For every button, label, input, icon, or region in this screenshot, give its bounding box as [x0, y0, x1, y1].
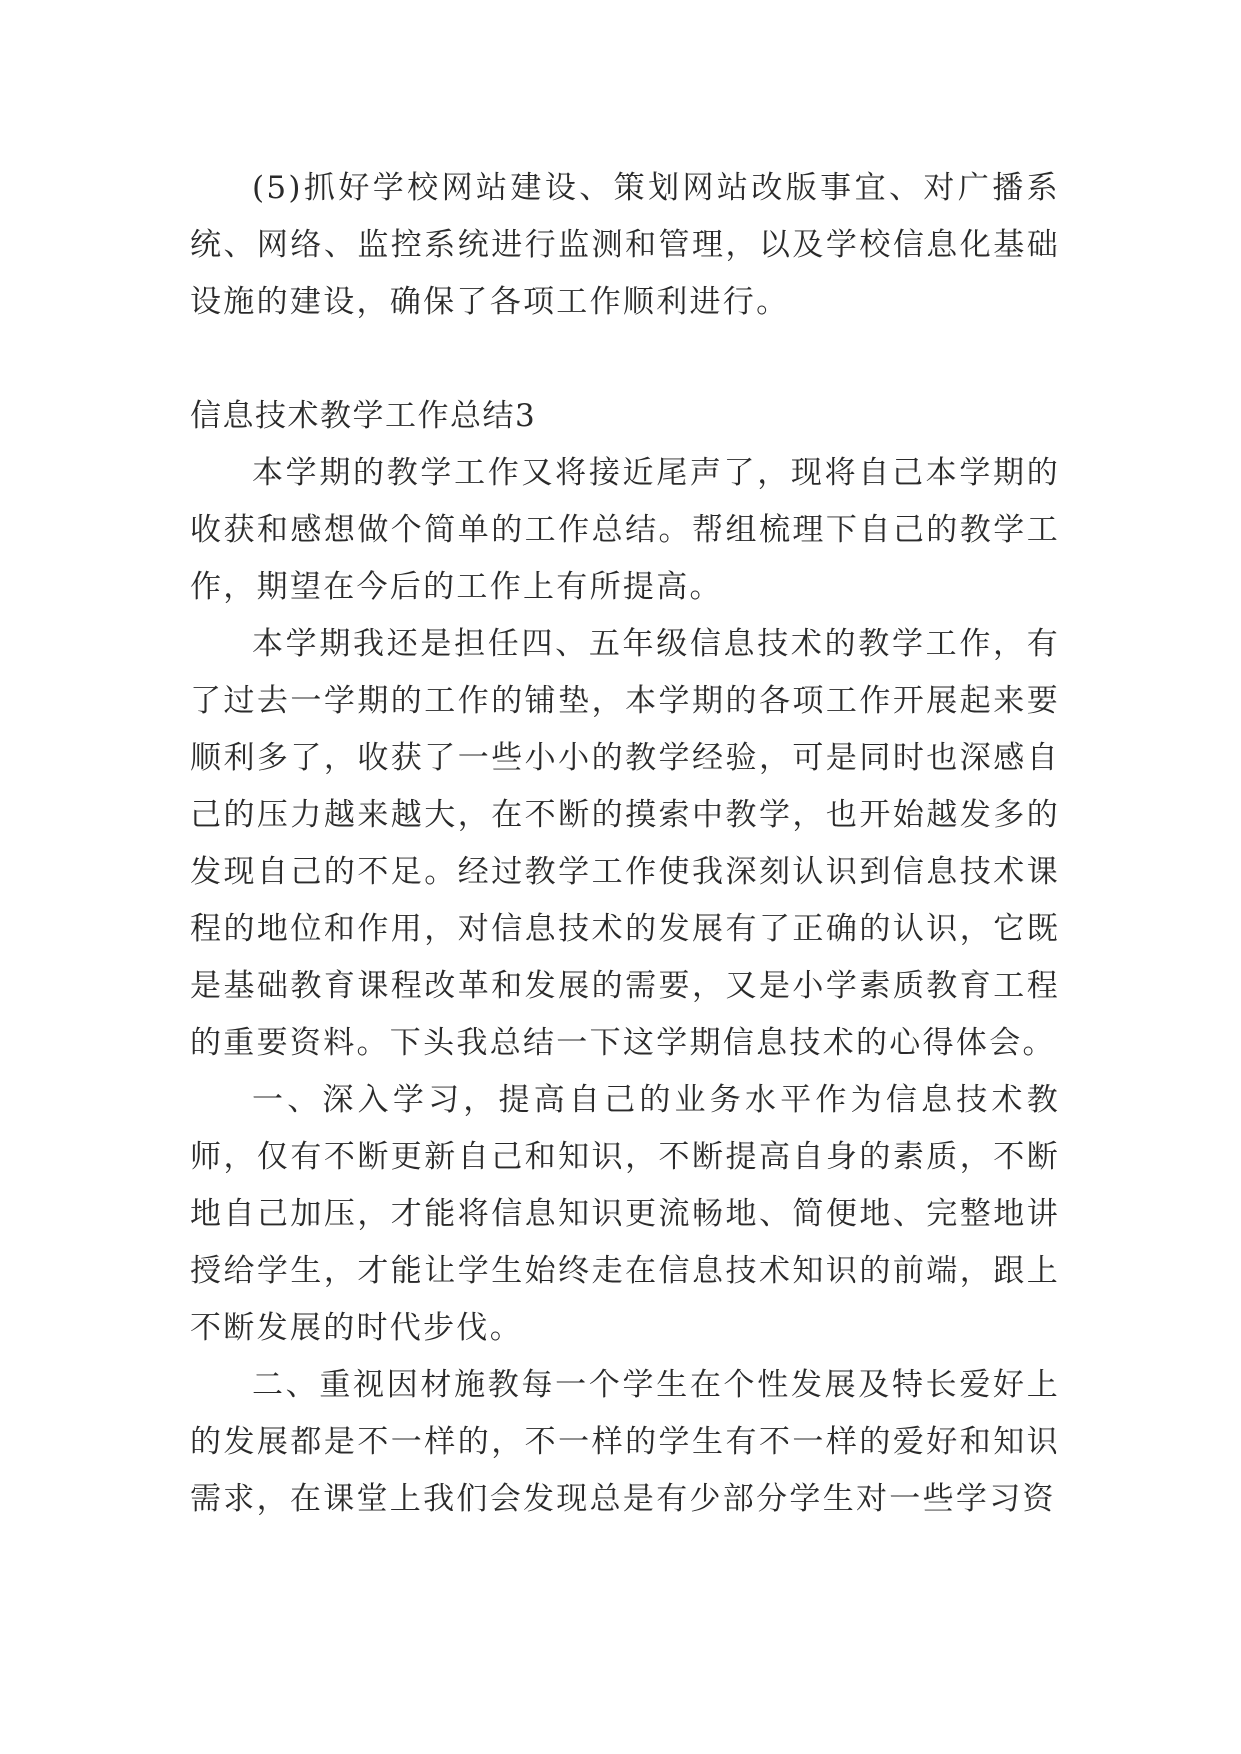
paragraph-teaching-overview: 本学期我还是担任四、五年级信息技术的教学工作，有了过去一学期的工作的铺垫，本学期的各项工作开展起来要顺利多了，收获了一些小小的教学经验，可是同时也深感自己的压力越来越大，在不断的摸索中教学，也开始越发多的发现自己的不足。经过教学工作使我深刻认识到信息技术课程的地位和作用，对信息技术的发展有了正确的认识，它既是基础教育课程改革和发展的需要，又是小学素质教育工程的重要资料。下头我总结一下这学期信息技术的心得体会。	[190, 626, 1060, 1061]
paragraph-point-two: 二、重视因材施教每一个学生在个性发展及特长爱好上的发展都是不一样的，不一样的学生有不一样的爱好和知识需求，在课堂上我们会发现总是有少部分学生对一些学习资	[190, 1367, 1060, 1517]
paragraph-network-work: (5)抓好学校网站建设、策划网站改版事宜、对广播系统、网络、监控系统进行监测和管理，以及学校信息化基础设施的建设，确保了各项工作顺利进行。	[190, 170, 1060, 320]
paragraph-intro: 本学期的教学工作又将接近尾声了，现将自己本学期的收获和感想做个简单的工作总结。帮组梳理下自己的教学工作，期望在今后的工作上有所提高。	[190, 455, 1060, 605]
document-body	[190, 160, 1060, 1528]
paragraph-point-one: 一、深入学习，提高自己的业务水平作为信息技术教师，仅有不断更新自己和知识，不断提高自身的素质，不断地自己加压，才能将信息知识更流畅地、简便地、完整地讲授给学生，才能让学生始终走在信息技术知识的前端，跟上不断发展的时代步伐。	[190, 1082, 1060, 1346]
section-title: 信息技术教学工作总结3	[190, 398, 537, 434]
